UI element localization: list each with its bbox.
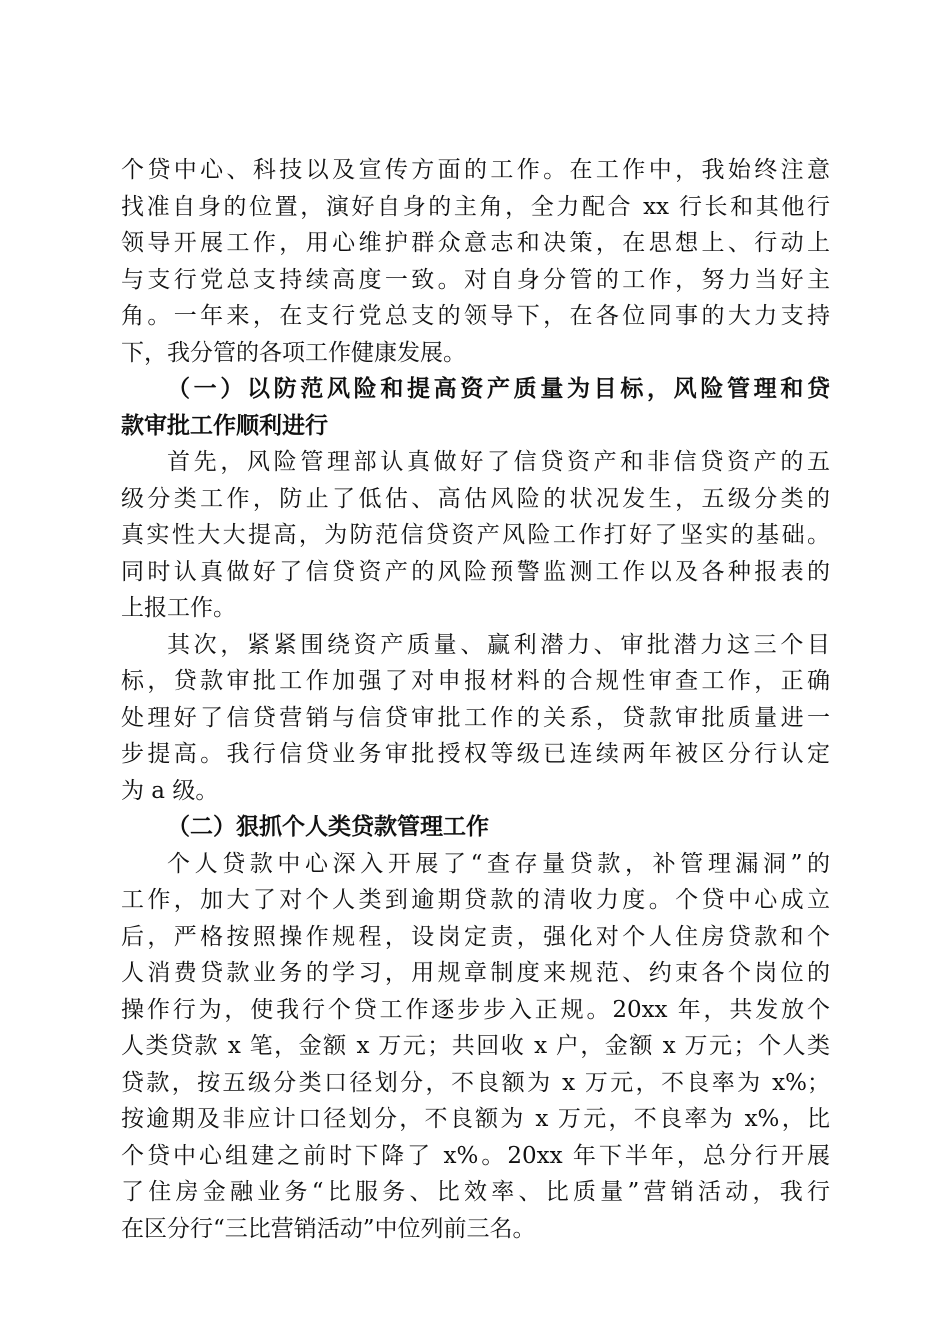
text-line: 找准自身的位置，演好自身的主角，全力配合 xx 行长和其他行 — [121, 193, 830, 220]
section-heading-risk — [121, 371, 830, 444]
text-line: 标，贷款审批工作加强了对申报材料的合规性审查工作，正确 — [121, 668, 830, 694]
text-line: 个贷中心、科技以及宣传方面的工作。在工作中，我始终注意 — [121, 157, 830, 183]
text-line: 其次，紧紧围绕资产质量、赢利潜力、审批潜力这三个目 — [167, 631, 830, 658]
section-heading-personal-loans — [121, 809, 830, 846]
text-line: 操作行为，使我行个贷工作逐步步入正规。20xx 年，共发放个 — [121, 996, 830, 1023]
paragraph-intro — [121, 152, 830, 371]
text-line: 与支行党总支持续高度一致。对自身分管的工作，努力当好主 — [121, 266, 830, 293]
document-body — [121, 152, 830, 1247]
text-line: 按逾期及非应计口径划分，不良额为 x 万元，不良率为 x%，比 — [121, 1106, 830, 1132]
paragraph-loan-approval — [121, 627, 830, 810]
text-line: 处理好了信贷营销与信贷审批工作的关系，贷款审批质量进一 — [121, 704, 830, 731]
heading-line: 款审批工作顺利进行 — [121, 411, 328, 439]
text-line: 上报工作。 — [121, 595, 236, 621]
text-line: 为 a 级。 — [121, 777, 219, 804]
text-line: 个贷中心组建之前时下降了 x%。20xx 年下半年，总分行开展 — [121, 1142, 830, 1169]
text-line: 个人贷款中心深入开展了“查存量贷款，补管理漏洞”的 — [167, 850, 830, 877]
text-line: 真实性大大提高，为防范信贷资产风险工作打好了坚实的基础。 — [121, 522, 830, 548]
paragraph-personal-loans — [121, 846, 830, 1248]
text-line: 步提高。我行信贷业务审批授权等级已连续两年被区分行认定 — [121, 741, 830, 767]
text-line: 角。一年来，在支行党总支的领导下，在各位同事的大力支持 — [121, 303, 830, 329]
text-line: 同时认真做好了信贷资产的风险预警监测工作以及各种报表的 — [121, 558, 830, 585]
text-line: 级分类工作，防止了低估、高估风险的状况发生，五级分类的 — [121, 485, 830, 512]
heading-line: （二）狠抓个人类贷款管理工作 — [167, 813, 489, 840]
text-line: 在区分行“三比营销活动”中位列前三名。 — [121, 1215, 536, 1242]
heading-line: （一）以防范风险和提高资产质量为目标，风险管理和贷 — [167, 375, 830, 402]
text-line: 领导开展工作，用心维护群众意志和决策，在思想上、行动上 — [121, 230, 830, 256]
text-line: 后，严格按照操作规程，设岗定责，强化对个人住房贷款和个 — [121, 923, 830, 950]
text-line: 工作，加大了对个人类到逾期贷款的清收力度。个贷中心成立 — [121, 887, 830, 913]
text-line: 下，我分管的各项工作健康发展。 — [121, 339, 466, 366]
text-line: 人消费贷款业务的学习，用规章制度来规范、约束各个岗位的 — [121, 960, 830, 986]
text-line: 了住房金融业务“比服务、比效率、比质量”营销活动，我行 — [121, 1179, 830, 1205]
text-line: 首先，风险管理部认真做好了信贷资产和非信贷资产的五 — [167, 449, 830, 475]
paragraph-risk-management — [121, 444, 830, 627]
text-line: 人类贷款 x 笔，金额 x 万元；共回收 x 户，金额 x 万元；个人类 — [121, 1033, 830, 1059]
text-line: 贷款，按五级分类口径划分，不良额为 x 万元，不良率为 x%； — [121, 1069, 830, 1096]
